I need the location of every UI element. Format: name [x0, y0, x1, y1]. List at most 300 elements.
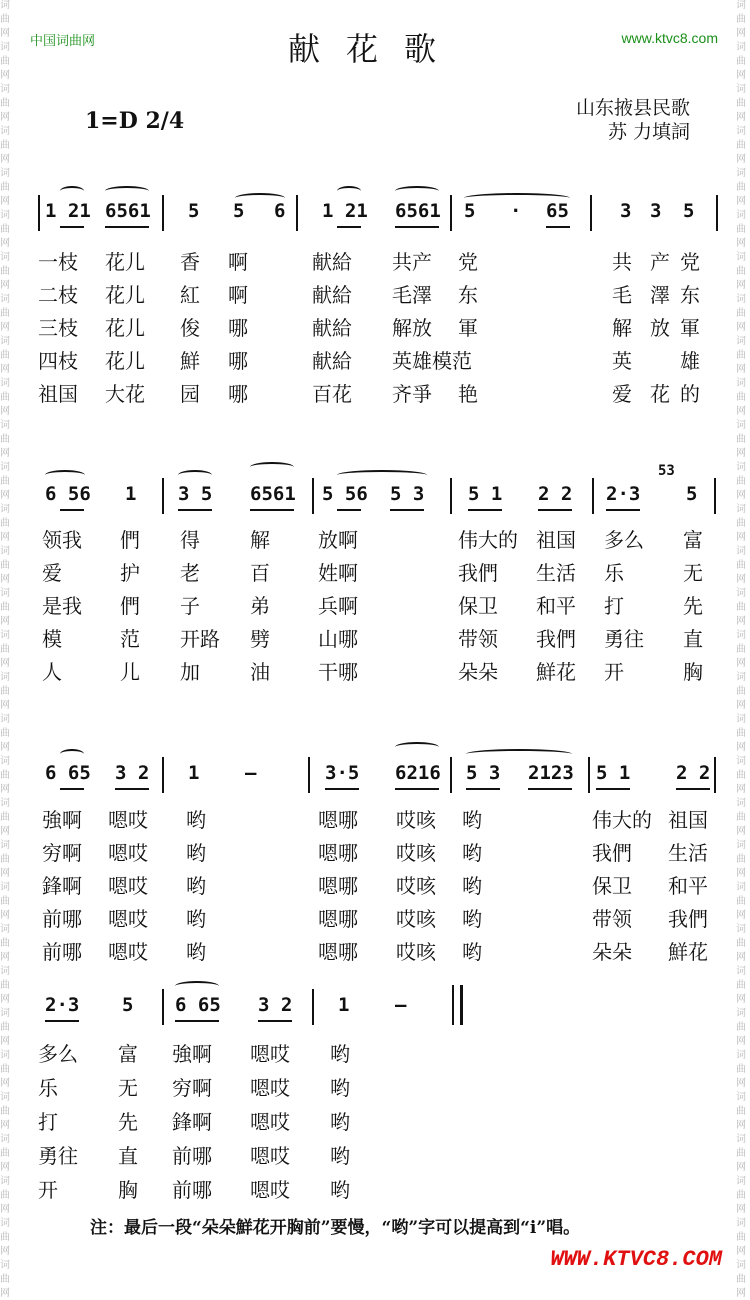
lyric-syllable: 前哪 [42, 907, 82, 931]
watermark-char: 曲 [736, 392, 746, 403]
beam [115, 788, 149, 790]
lyric-syllable: 哟 [186, 874, 206, 898]
lyric-syllable: 保卫 [458, 594, 498, 618]
bar-line [450, 195, 452, 231]
slur [395, 742, 439, 752]
lyric-syllable: 山哪 [318, 627, 358, 651]
bar-line [162, 195, 164, 231]
bar-line [312, 478, 314, 514]
lyric-syllable: 嗯哪 [318, 808, 358, 832]
lyric-syllable: 无 [683, 561, 703, 585]
watermark-char: 曲 [736, 182, 746, 193]
beam [528, 788, 572, 790]
watermark-char: 曲 [736, 56, 746, 67]
watermark-char: 曲 [0, 476, 10, 487]
watermark-char: 词 [0, 126, 10, 137]
watermark-char: 词 [736, 0, 746, 11]
bar-line [716, 195, 718, 231]
watermark-char: 曲 [736, 854, 746, 865]
watermark-char: 词 [0, 924, 10, 935]
beam [395, 788, 439, 790]
lyric-syllable: 雄 [680, 349, 700, 373]
lyric-syllable: 大花 [105, 382, 145, 406]
lyric-syllable: 軍 [680, 316, 700, 340]
lyric-syllable: 哪 [228, 349, 248, 373]
lyric-syllable: 紅 [180, 283, 200, 307]
watermark-char: 网 [736, 1162, 746, 1173]
lyric-syllable: 百 [250, 561, 270, 585]
slur [395, 186, 439, 196]
slur [337, 470, 427, 480]
watermark-char: 网 [736, 1204, 746, 1215]
watermark-char: 曲 [736, 1190, 746, 1201]
lyric-syllable: 富 [683, 528, 703, 552]
note-group: 1 21 [45, 200, 91, 222]
watermark-char: 词 [736, 798, 746, 809]
lyric-syllable: 和平 [668, 874, 708, 898]
lyric-syllable: 产 [650, 250, 670, 274]
beam [45, 1020, 79, 1022]
lyric-syllable: 多么 [604, 528, 644, 552]
lyric-syllable: 哟 [330, 1076, 350, 1100]
watermark-char: 曲 [0, 644, 10, 655]
note-group: 6561 [105, 200, 151, 222]
watermark-char: 词 [0, 588, 10, 599]
lyric-syllable: 英雄模范 [392, 349, 472, 373]
watermark-char: 曲 [0, 140, 10, 151]
watermark-char: 词 [736, 168, 746, 179]
lyric-syllable: 乐 [38, 1076, 58, 1100]
watermark-char: 网 [736, 490, 746, 501]
lyric-syllable: 嗯哎 [108, 940, 148, 964]
slur [175, 981, 219, 991]
lyric-syllable: 我們 [668, 907, 708, 931]
watermark-char: 曲 [0, 56, 10, 67]
watermark-char: 网 [0, 952, 10, 963]
beam [250, 509, 294, 511]
lyric-syllable: 子 [180, 594, 200, 618]
lyric-syllable: 带领 [592, 907, 632, 931]
watermark-char: 词 [0, 714, 10, 725]
lyric-syllable: 嗯哎 [108, 808, 148, 832]
dash: — [245, 762, 257, 784]
watermark-char: 曲 [736, 98, 746, 109]
watermark-char: 曲 [0, 812, 10, 823]
watermark-char: 曲 [0, 1064, 10, 1075]
lyric-syllable: 先 [118, 1110, 138, 1134]
slur [178, 470, 212, 480]
lyric-syllable: 四枝 [38, 349, 78, 373]
lyric-syllable: 鮮花 [668, 940, 708, 964]
note-group: 3 2 [258, 994, 293, 1016]
beam [258, 1020, 292, 1022]
lyric-syllable: 生活 [668, 841, 708, 865]
lyric-syllable: 范 [120, 627, 140, 651]
watermark-char: 词 [0, 966, 10, 977]
lyric-syllable: 花儿 [105, 316, 145, 340]
lyric-syllable: 共 [612, 250, 632, 274]
lyric-syllable: 香 [180, 250, 200, 274]
watermark-char: 网 [0, 994, 10, 1005]
watermark-char: 网 [736, 700, 746, 711]
beam [546, 226, 570, 228]
lyric-syllable: 毛澤 [392, 283, 432, 307]
lyric-syllable: 強啊 [172, 1042, 212, 1066]
watermark-char: 词 [736, 840, 746, 851]
lyric-syllable: 加 [180, 660, 200, 684]
note: 5 [233, 200, 245, 222]
beam [390, 509, 424, 511]
bottom-watermark[interactable]: WWW.KTVC8.COM [550, 1247, 722, 1272]
watermark-char: 曲 [0, 98, 10, 109]
watermark-char: 网 [736, 112, 746, 123]
dot-mark: · [510, 200, 522, 222]
lyric-syllable: 献給 [312, 349, 352, 373]
bar-line [714, 478, 716, 514]
watermark-char: 网 [736, 448, 746, 459]
watermark-char: 词 [0, 1050, 10, 1061]
lyric-syllable: 俊 [180, 316, 200, 340]
lyric-syllable: 我們 [536, 627, 576, 651]
lyric-syllable: 献給 [312, 316, 352, 340]
watermark-char: 曲 [736, 140, 746, 151]
performance-note: 注：最后一段“朵朵鮮花开胸前”要慢，“哟”字可以提高到“i”唱。 [90, 1218, 581, 1238]
beam [596, 788, 630, 790]
lyric-syllable: 朵朵 [458, 660, 498, 684]
lyric-syllable: 祖国 [38, 382, 78, 406]
watermark-char: 曲 [0, 728, 10, 739]
watermark-char: 词 [736, 420, 746, 431]
watermark-char: 网 [0, 490, 10, 501]
watermark-char: 词 [0, 1218, 10, 1229]
watermark-char: 曲 [0, 308, 10, 319]
watermark-char: 网 [0, 280, 10, 291]
lyric-syllable: 軍 [458, 316, 478, 340]
watermark-char: 网 [736, 70, 746, 81]
lyric-syllable: 和平 [536, 594, 576, 618]
lyric-syllable: 献給 [312, 283, 352, 307]
watermark-char: 网 [736, 574, 746, 585]
lyric-syllable: 打 [38, 1110, 58, 1134]
lyric-syllable: 打 [604, 594, 624, 618]
lyric-syllable: 們 [120, 594, 140, 618]
lyric-syllable: 嗯哎 [250, 1042, 290, 1066]
note: 3 [650, 200, 662, 222]
watermark-char: 曲 [736, 938, 746, 949]
lyric-syllable: 哪 [228, 382, 248, 406]
watermark-char: 曲 [0, 1274, 10, 1285]
watermark-char: 网 [0, 70, 10, 81]
note: 3 [620, 200, 632, 222]
watermark-char: 网 [0, 1036, 10, 1047]
watermark-char: 网 [736, 196, 746, 207]
watermark-char: 词 [0, 336, 10, 347]
final-bar-thin [452, 985, 454, 1025]
lyric-syllable: 富 [118, 1042, 138, 1066]
lyric-syllable: 开路 [180, 627, 220, 651]
watermark-char: 词 [736, 924, 746, 935]
site-url-right[interactable]: www.ktvc8.com [621, 30, 718, 46]
beam [466, 788, 500, 790]
lyric-syllable: 是我 [42, 594, 82, 618]
lyric-syllable: 护 [120, 561, 140, 585]
watermark-char: 词 [736, 294, 746, 305]
lyric-syllable: 嗯哎 [250, 1178, 290, 1202]
watermark-char: 曲 [736, 308, 746, 319]
watermark-char: 网 [0, 742, 10, 753]
watermark-char: 曲 [0, 1106, 10, 1117]
lyric-syllable: 放 [650, 316, 670, 340]
watermark-char: 网 [736, 238, 746, 249]
watermark-char: 网 [736, 784, 746, 795]
watermark-char: 曲 [0, 854, 10, 865]
bar-line [308, 757, 310, 793]
watermark-char: 词 [0, 1176, 10, 1187]
lyric-syllable: 前哪 [172, 1144, 212, 1168]
watermark-char: 网 [736, 826, 746, 837]
key-signature: 1=D 2/4 [85, 108, 185, 134]
watermark-char: 词 [736, 756, 746, 767]
lyric-syllable: 哪 [228, 316, 248, 340]
note-group: 2·3 [45, 994, 80, 1016]
lyric-syllable: 姓啊 [318, 561, 358, 585]
watermark-char: 曲 [736, 770, 746, 781]
lyric-syllable: 直 [118, 1144, 138, 1168]
watermark-char: 网 [736, 1288, 746, 1299]
watermark-char: 词 [736, 336, 746, 347]
watermark-char: 曲 [736, 812, 746, 823]
watermark-char: 词 [0, 252, 10, 263]
bar-line [588, 757, 590, 793]
lyric-syllable: 胸 [118, 1178, 138, 1202]
watermark-char: 网 [0, 1204, 10, 1215]
watermark-char: 曲 [0, 938, 10, 949]
watermark-char: 词 [736, 462, 746, 473]
lyric-syllable: 解 [612, 316, 632, 340]
watermark-char: 曲 [0, 434, 10, 445]
beam [178, 509, 212, 511]
bar-line [162, 478, 164, 514]
lyric-syllable: 得 [180, 528, 200, 552]
lyric-syllable: 嗯哎 [108, 874, 148, 898]
watermark-char: 词 [736, 1176, 746, 1187]
bar-line [38, 195, 40, 231]
watermark-char: 曲 [0, 266, 10, 277]
lyric-syllable: 哟 [330, 1144, 350, 1168]
watermark-char: 词 [736, 966, 746, 977]
watermark-char: 曲 [0, 560, 10, 571]
lyric-syllable: 嗯哪 [318, 940, 358, 964]
note-group: 6216 [395, 762, 441, 784]
lyric-syllable: 劈 [250, 627, 270, 651]
watermark-char: 网 [0, 1288, 10, 1299]
watermark-char: 曲 [0, 602, 10, 613]
watermark-char: 词 [736, 714, 746, 725]
watermark-char: 词 [0, 546, 10, 557]
watermark-char: 网 [0, 1120, 10, 1131]
watermark-char: 网 [736, 1246, 746, 1257]
bar-line [590, 195, 592, 231]
watermark-char: 网 [736, 280, 746, 291]
lyric-syllable: 干哪 [318, 660, 358, 684]
watermark-char: 曲 [736, 980, 746, 991]
lyric-syllable: 齐爭 [392, 382, 432, 406]
lyric-syllable: 园 [180, 382, 200, 406]
lyric-syllable: 生活 [536, 561, 576, 585]
note: 1 [125, 483, 137, 505]
watermark-char: 曲 [736, 476, 746, 487]
lyric-syllable: 哎咳 [396, 907, 436, 931]
lyric-syllable: 解放 [392, 316, 432, 340]
lyric-syllable: 哟 [462, 874, 482, 898]
watermark-char: 曲 [736, 1064, 746, 1075]
song-origin: 山东掖县民歌 [575, 97, 690, 119]
watermark-char: 词 [736, 672, 746, 683]
lyric-syllable: 领我 [42, 528, 82, 552]
note: 5 [188, 200, 200, 222]
slur [60, 749, 84, 759]
lyric-syllable: 兵啊 [318, 594, 358, 618]
lyric-syllable: 哟 [330, 1110, 350, 1134]
watermark-char: 词 [736, 252, 746, 263]
watermark-char: 词 [736, 210, 746, 221]
note-group: 5 3 [466, 762, 501, 784]
lyric-syllable: 嗯哎 [108, 841, 148, 865]
lyric-syllable: 带领 [458, 627, 498, 651]
lyric-syllable: 哟 [330, 1042, 350, 1066]
watermark-char: 网 [0, 154, 10, 165]
watermark-char: 词 [736, 126, 746, 137]
lyric-syllable: 哎咳 [396, 874, 436, 898]
right-side-watermark [736, 0, 750, 1298]
lyric-syllable: 哎咳 [396, 841, 436, 865]
watermark-char: 曲 [736, 1022, 746, 1033]
lyric-syllable: 我們 [592, 841, 632, 865]
watermark-char: 网 [736, 994, 746, 1005]
slur [60, 186, 84, 196]
watermark-char: 词 [0, 798, 10, 809]
lyric-syllable: 嗯哪 [318, 874, 358, 898]
lyric-syllable: 无 [118, 1076, 138, 1100]
lyric-syllable: 献給 [312, 250, 352, 274]
lyric-syllable: 爱 [42, 561, 62, 585]
watermark-char: 曲 [0, 980, 10, 991]
note: 1 [338, 994, 350, 1016]
bar-line [162, 757, 164, 793]
lyric-syllable: 祖国 [668, 808, 708, 832]
dash: — [395, 994, 407, 1016]
watermark-char: 网 [0, 1246, 10, 1257]
watermark-char: 词 [0, 42, 10, 53]
bar-line [296, 195, 298, 231]
watermark-char: 曲 [0, 1022, 10, 1033]
lyric-syllable: 嗯哎 [250, 1144, 290, 1168]
lyric-syllable: 嗯哪 [318, 907, 358, 931]
beam [606, 509, 640, 511]
watermark-char: 网 [736, 910, 746, 921]
site-name-left[interactable]: 中国词曲网 [30, 34, 96, 49]
lyric-syllable: 我們 [458, 561, 498, 585]
lyric-syllable: 花儿 [105, 283, 145, 307]
watermark-char: 网 [736, 658, 746, 669]
lyric-syllable: 哟 [462, 841, 482, 865]
watermark-char: 词 [0, 0, 10, 11]
lyric-syllable: 澤 [650, 283, 670, 307]
watermark-char: 网 [736, 322, 746, 333]
watermark-char: 词 [736, 504, 746, 515]
lyric-syllable: 三枝 [38, 316, 78, 340]
watermark-char: 曲 [0, 896, 10, 907]
note-group: 2123 [528, 762, 574, 784]
watermark-char: 曲 [0, 14, 10, 25]
note-group: 3 5 [178, 483, 213, 505]
beam [175, 1020, 219, 1022]
watermark-char: 曲 [736, 1274, 746, 1285]
lyric-syllable: 祖国 [536, 528, 576, 552]
lyric-syllable: 儿 [120, 660, 140, 684]
watermark-char: 曲 [736, 224, 746, 235]
lyric-syllable: 爱 [612, 382, 632, 406]
watermark-char: 曲 [0, 770, 10, 781]
watermark-char: 曲 [736, 1148, 746, 1159]
lyric-syllable: 的 [680, 382, 700, 406]
bar-line [714, 757, 716, 793]
lyric-syllable: 啊 [228, 250, 248, 274]
lyric-syllable: 嗯哪 [318, 841, 358, 865]
note-group: 5 56 [322, 483, 368, 505]
watermark-char: 网 [736, 364, 746, 375]
note-group: 3·5 [325, 762, 360, 784]
watermark-char: 曲 [0, 518, 10, 529]
watermark-char: 词 [736, 630, 746, 641]
lyric-syllable: 哎咳 [396, 940, 436, 964]
lyric-syllable: 百花 [312, 382, 352, 406]
lyric-syllable: 們 [120, 528, 140, 552]
lyric-syllable: 先 [683, 594, 703, 618]
lyric-syllable: 花儿 [105, 250, 145, 274]
lyric-syllable: 哟 [462, 808, 482, 832]
watermark-char: 网 [736, 154, 746, 165]
note-group: 5 1 [468, 483, 503, 505]
lyric-syllable: 油 [250, 660, 270, 684]
watermark-char: 网 [736, 1078, 746, 1089]
lyric-syllable: 弟 [250, 594, 270, 618]
lyric-syllable: 哟 [462, 940, 482, 964]
lyric-syllable: 胸 [683, 660, 703, 684]
watermark-char: 词 [0, 210, 10, 221]
watermark-char: 词 [0, 1134, 10, 1145]
beam [468, 509, 502, 511]
watermark-char: 网 [736, 406, 746, 417]
note-group: 2·3 [606, 483, 641, 505]
lyric-syllable: 鮮花 [536, 660, 576, 684]
watermark-char: 词 [736, 84, 746, 95]
lyric-syllable: 保卫 [592, 874, 632, 898]
watermark-char: 网 [0, 658, 10, 669]
slur [45, 470, 85, 480]
watermark-char: 网 [0, 196, 10, 207]
lyric-syllable: 解 [250, 528, 270, 552]
watermark-char: 词 [0, 1092, 10, 1103]
grace-notes: 53 [658, 463, 675, 479]
watermark-char: 网 [736, 616, 746, 627]
final-bar-thick [460, 985, 463, 1025]
song-title: 献花歌 [287, 30, 462, 68]
watermark-char: 网 [0, 238, 10, 249]
watermark-char: 曲 [736, 1106, 746, 1117]
beam [337, 509, 361, 511]
watermark-char: 曲 [0, 350, 10, 361]
